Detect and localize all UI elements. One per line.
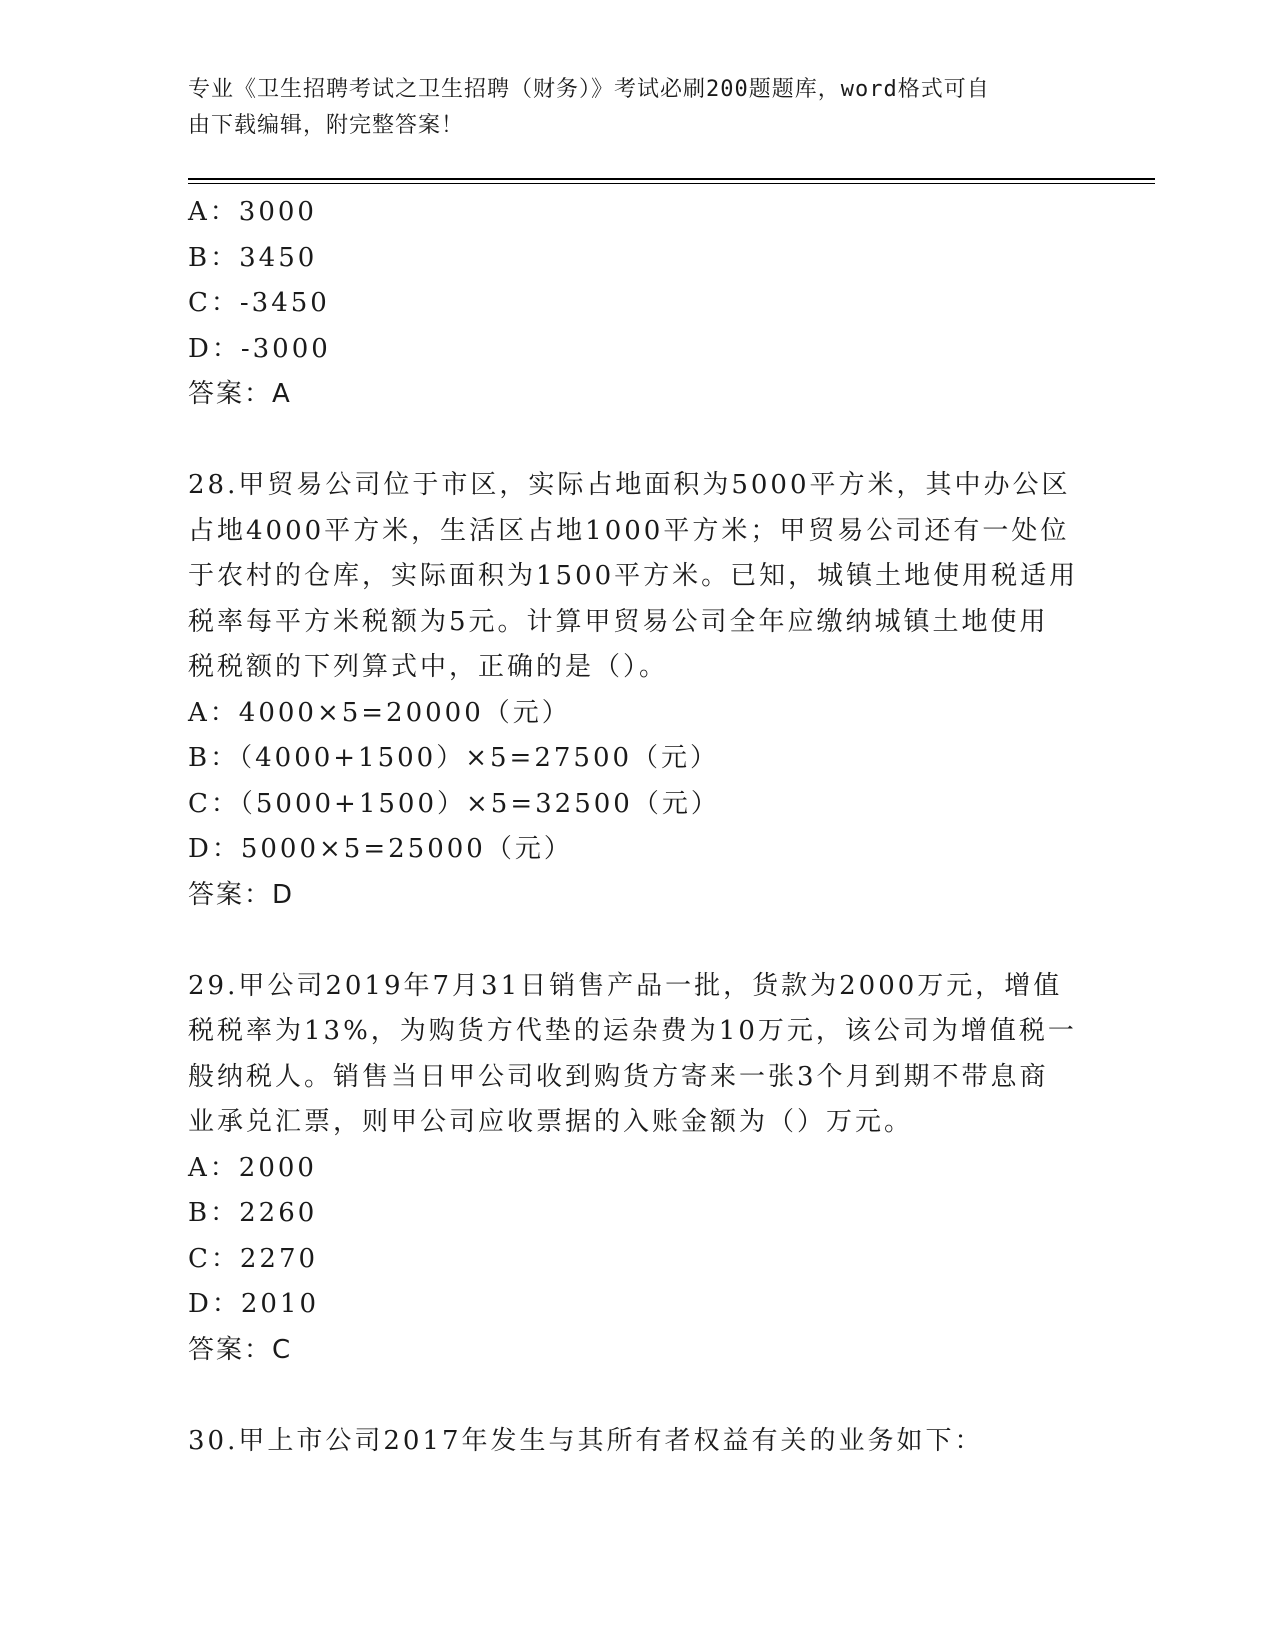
- option-a: A：3000: [188, 197, 317, 227]
- question-stem-line: 于农村的仓库，实际面积为1500平方米。已知，城镇土地使用税适用: [188, 561, 1079, 591]
- option-d: D：2010: [188, 1289, 320, 1319]
- question-stem-line: 税税率为13%，为购货方代垫的运杂费为10万元，该公司为增值税一: [188, 1016, 1077, 1046]
- option-d: D：-3000: [188, 333, 331, 364]
- option-c: C：-3450: [188, 288, 330, 318]
- option-b: B：（4000+1500）×5=27500（元）: [188, 743, 720, 773]
- option-c: C：2270: [188, 1243, 319, 1274]
- answer-line: 答案：D: [188, 879, 295, 910]
- option-b: B：2260: [188, 1198, 318, 1228]
- option-b: B：3450: [188, 242, 318, 273]
- question-29: [188, 964, 1088, 1374]
- question-30: [188, 1419, 1088, 1465]
- header-rule-thick: [188, 178, 1155, 180]
- question-stem-line: 29.甲公司2019年7月31日销售产品一批，货款为2000万元，增值: [188, 970, 1063, 1001]
- spacer: [188, 918, 1088, 964]
- option-c: C：（5000+1500）×5=32500（元）: [188, 788, 720, 819]
- header-line-1: 专业《卫生招聘考试之卫生招聘（财务）》考试必刷200题题库，word格式可自: [188, 77, 990, 102]
- question-stem-line: 业承兑汇票，则甲公司应收票据的入账金额为（）万元。: [188, 1107, 914, 1137]
- question-stem-line: 占地4000平方米，生活区占地1000平方米；甲贸易公司还有一处位: [188, 515, 1070, 546]
- question-27: [188, 190, 1088, 418]
- question-28: [188, 463, 1088, 918]
- document-body: [188, 190, 1088, 1464]
- option-a: A：2000: [188, 1152, 317, 1183]
- spacer: [188, 418, 1088, 464]
- answer-line: 答案：C: [188, 1334, 293, 1365]
- header-line-2: 由下载编辑，附完整答案！: [188, 113, 465, 138]
- question-stem-line: 税税额的下列算式中，正确的是（）。: [188, 652, 669, 682]
- question-stem-line: 税率每平方米税额为5元。计算甲贸易公司全年应缴纳城镇土地使用: [188, 606, 1049, 637]
- question-stem-line: 30.甲上市公司2017年发生与其所有者权益有关的业务如下：: [188, 1425, 984, 1456]
- answer-line: 答案：A: [188, 379, 292, 409]
- header-rule-thin: [188, 183, 1155, 184]
- spacer: [188, 1373, 1088, 1419]
- option-a: A：4000×5=20000（元）: [188, 697, 571, 728]
- question-stem-line: 般纳税人。销售当日甲公司收到购货方寄来一张3个月到期不带息商: [188, 1061, 1049, 1092]
- option-d: D：5000×5=25000（元）: [188, 834, 573, 864]
- question-stem-line: 28.甲贸易公司位于市区，实际占地面积为5000平方米，其中办公区: [188, 470, 1071, 500]
- document-header: [188, 72, 1068, 144]
